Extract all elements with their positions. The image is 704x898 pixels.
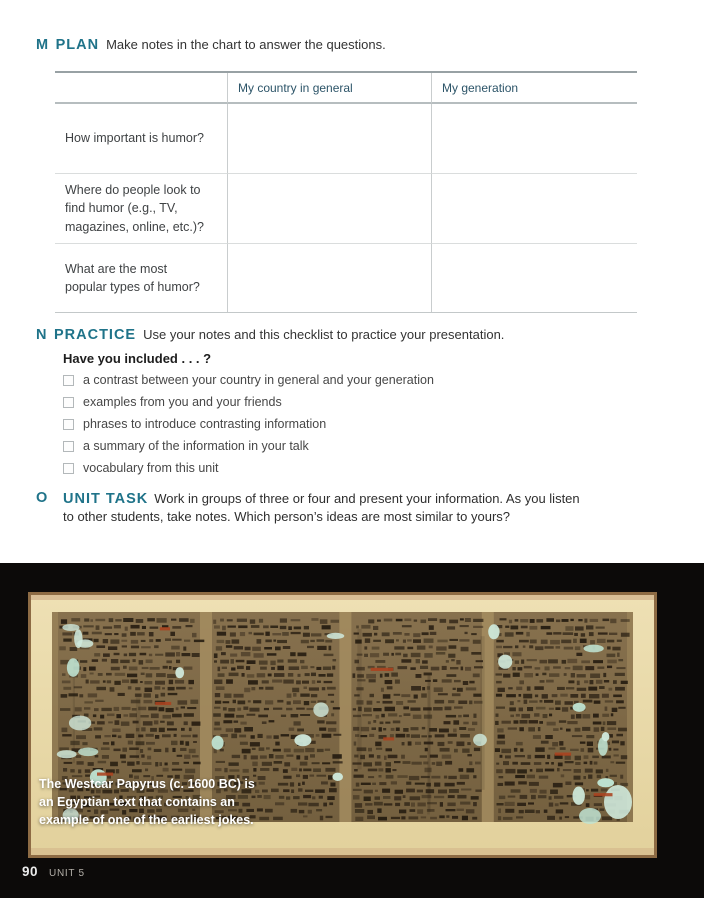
chart-question-2: Where do people look to find humor (e.g., TV, magazines, online, etc.)?: [55, 174, 228, 244]
checkbox-icon: [63, 463, 74, 474]
checkbox-icon: [63, 419, 74, 430]
note-cell: [432, 104, 637, 174]
caption-line: The Westcar Papyrus (c. 1600 BC) is: [39, 777, 255, 791]
section-practice-heading: [36, 327, 504, 343]
unit-task-line-1: Work in groups of three or four and present your information. As you listen: [154, 491, 580, 506]
note-cell: [228, 174, 432, 244]
unit-task-line-2: to other students, take notes. Which person’s ideas are most similar to yours?: [63, 509, 511, 524]
unit-task-heading-label: UNIT TASK: [63, 491, 149, 507]
section-letter-m: M: [36, 37, 49, 53]
note-cell: [432, 244, 637, 312]
practice-checklist: [63, 374, 434, 484]
plan-chart: [55, 71, 637, 313]
note-cell: [432, 174, 637, 244]
photo-band: [0, 563, 704, 898]
caption-line: an Egyptian text that contains an: [39, 795, 235, 809]
page-number: 90: [22, 864, 39, 879]
westcar-papyrus-photo: [28, 592, 657, 858]
unit-label: UNIT 5: [49, 868, 85, 879]
chart-question-3: What are the most popular types of humor?: [55, 244, 228, 312]
plan-instructions: Make notes in the chart to answer the questions.: [106, 37, 386, 52]
checklist-item-label: examples from you and your friends: [83, 395, 282, 409]
photo-caption: [39, 775, 255, 829]
practice-heading-label: PRACTICE: [53, 327, 137, 343]
unit-task-text: [36, 490, 684, 526]
checkbox-icon: [63, 441, 74, 452]
chart-header-generation: My generation: [432, 73, 637, 104]
caption-line: example of one of the earliest jokes.: [39, 813, 254, 827]
checklist-item: [63, 374, 434, 387]
note-cell: [228, 104, 432, 174]
practice-instructions: Use your notes and this checklist to practice your presentation.: [143, 327, 505, 342]
checklist-item-label: a summary of the information in your talk: [83, 439, 309, 453]
checkbox-icon: [63, 397, 74, 408]
checklist-item-label: vocabulary from this unit: [83, 461, 219, 475]
section-letter-o: O: [36, 490, 48, 506]
checklist-item-label: phrases to introduce contrasting information: [83, 417, 327, 431]
checklist-item: [63, 440, 434, 453]
checklist-item: [63, 396, 434, 409]
page-footer: [22, 864, 85, 879]
section-unit-task: [36, 490, 684, 526]
section-letter-n: N: [36, 327, 47, 343]
chart-header-blank: [55, 73, 228, 104]
note-cell: [228, 244, 432, 312]
section-plan-heading: [36, 37, 386, 53]
checklist-title: Have you included . . . ?: [63, 351, 212, 366]
chart-question-1: How important is humor?: [55, 104, 228, 174]
chart-header-country: My country in general: [228, 73, 432, 104]
checklist-item: [63, 418, 434, 431]
checklist-item-label: a contrast between your country in general and your generation: [83, 373, 434, 387]
checkbox-icon: [63, 375, 74, 386]
plan-heading-label: PLAN: [55, 37, 100, 53]
checklist-item: [63, 462, 434, 475]
